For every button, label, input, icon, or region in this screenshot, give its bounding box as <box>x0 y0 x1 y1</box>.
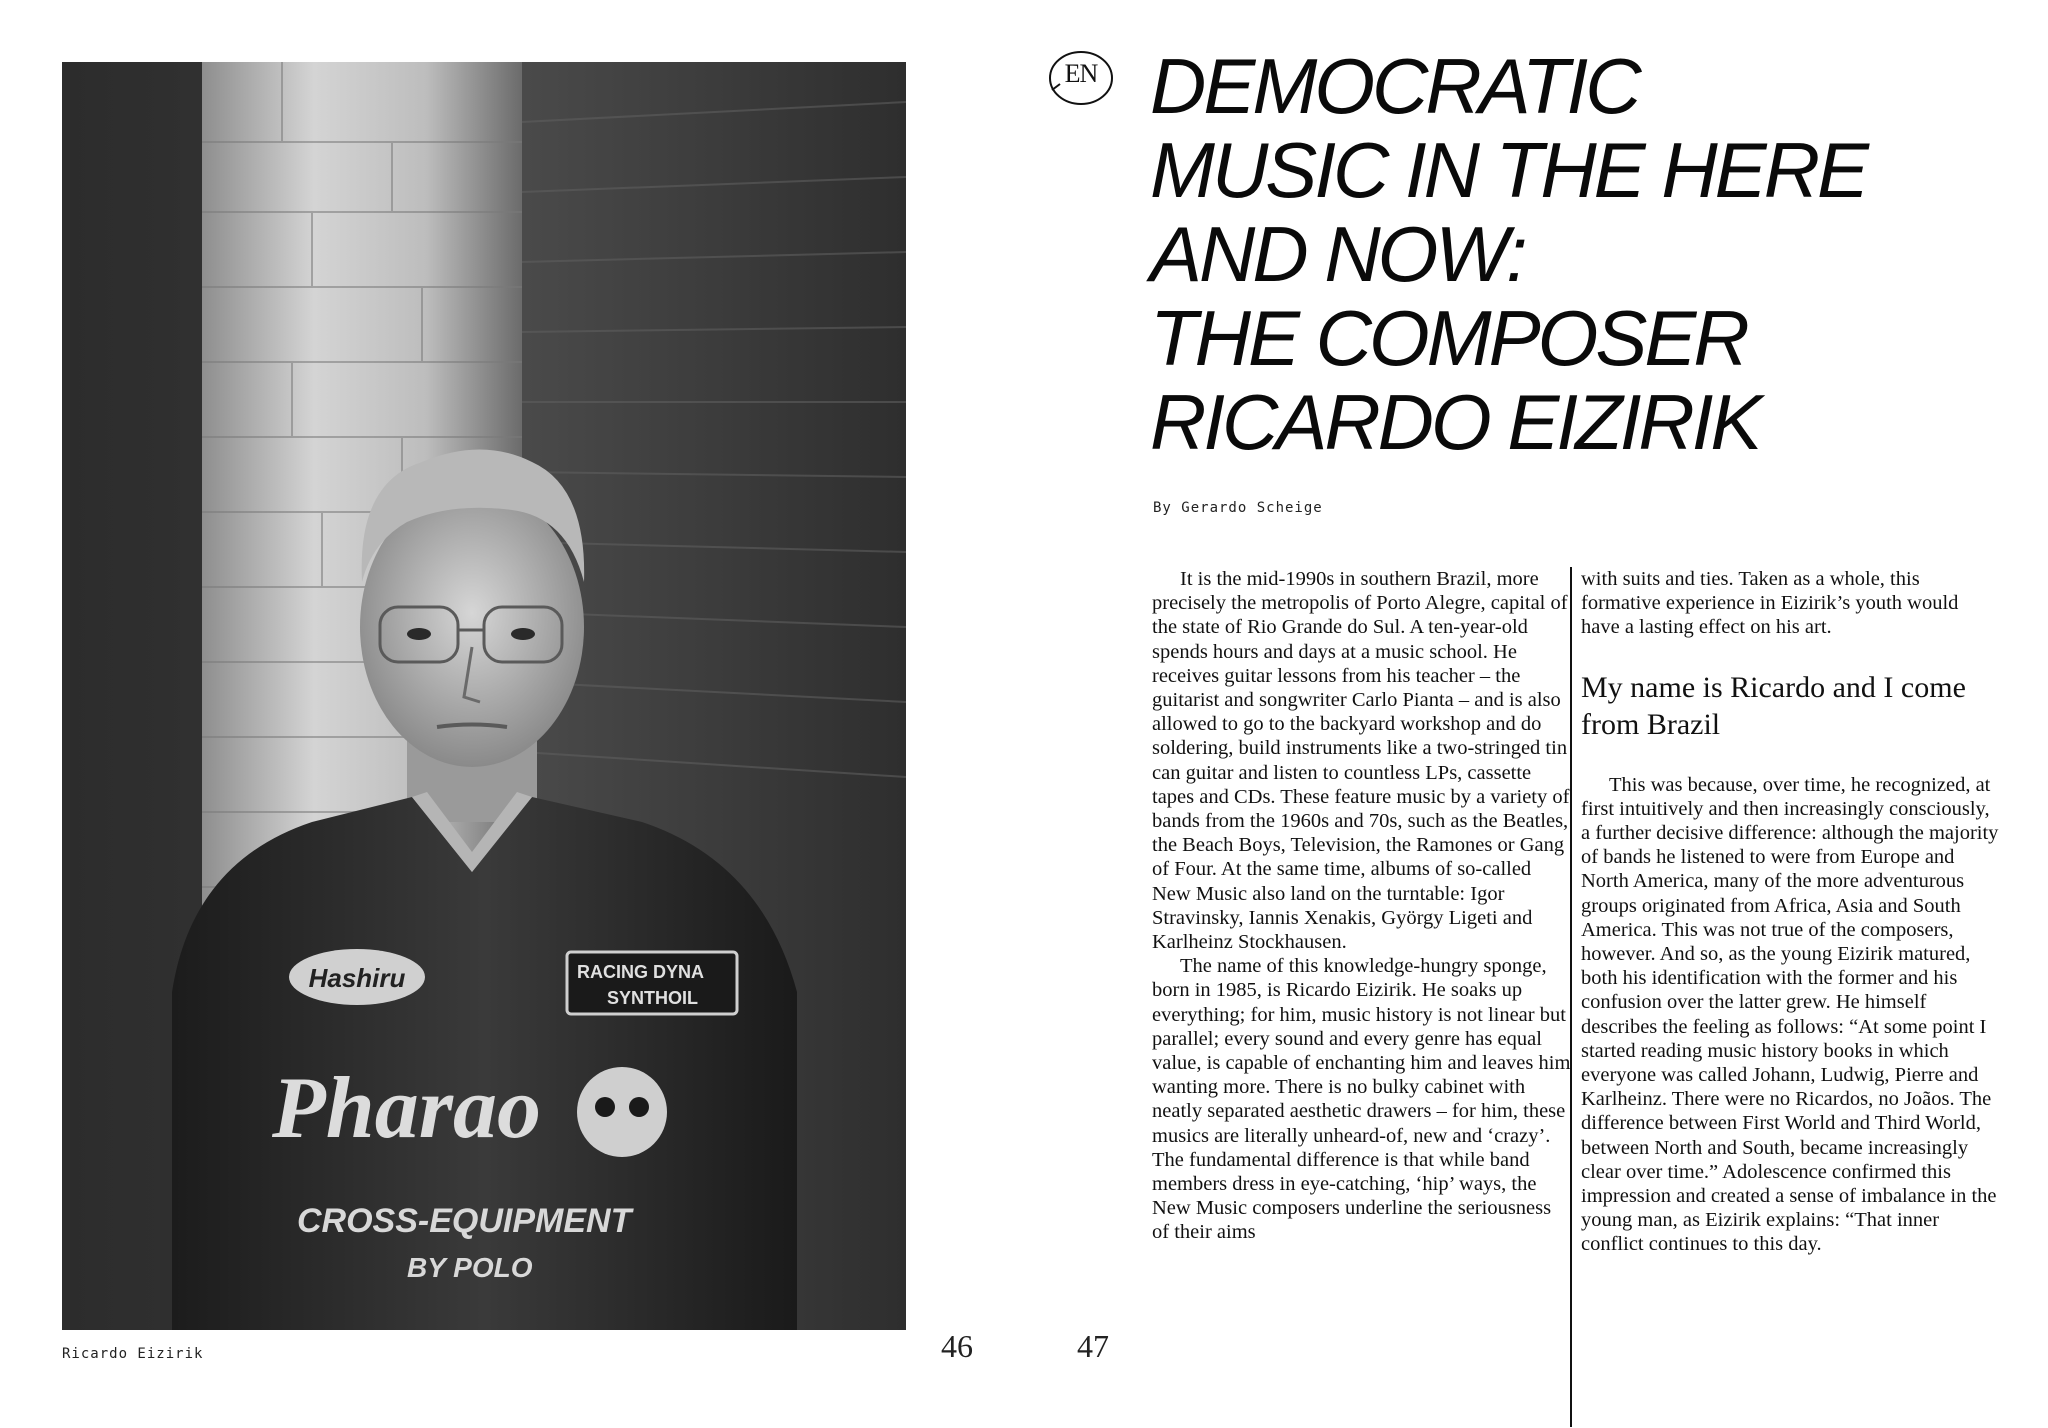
jersey-logo-polo: BY POLO <box>407 1252 533 1283</box>
article-column-2 <box>1581 567 2001 1257</box>
headline-line: THE COMPOSER <box>1150 294 1747 382</box>
article-headline <box>1150 44 2030 464</box>
paragraph: with suits and ties. Taken as a whole, this formative experience in Eizirik’s youth would have a lasting effect on his art. <box>1581 568 1959 639</box>
portrait-illustration <box>62 62 906 1330</box>
jersey-logo-racing: RACING DYNA <box>577 962 705 982</box>
headline-line: RICARDO EIZIRIK <box>1150 378 1760 466</box>
headline-line: DEMOCRATIC <box>1150 42 1639 130</box>
paragraph: The name of this knowledge-hungry sponge, born in 1985, is Ricardo Eizirik. He soaks up everything; for him, music history is not linear but parallel; every sound and every genre has equal value, is capable of enchanting him and leaves him wanting more. There is no bulky cabinet with neatly separated aesthetic drawers – for him, these musics are literally unheard-of, new and ‘crazy’. The fundamental difference is that while band members dress in eye-catching, ‘hip’ ways, the New Music composers underline the seriousness of their aims <box>1152 955 1571 1244</box>
column-divider <box>1570 567 1572 1427</box>
jersey-logo-hashiru: Hashiru <box>308 963 406 993</box>
article-column-1 <box>1152 567 1572 1245</box>
article-subhead: My name is Ricardo and I come from Brazil <box>1581 670 1966 741</box>
paragraph: This was because, over time, he recognized, at first intuitively and then increasingly consciously, a further decisive difference: although the majority of bands he listened to were from Europe and North America, many of the more adventurous groups originated from Africa, Asia and South America. This was not true of the composers, however. And so, as the young Eizirik matured, both his identification with the former and his confusion over the latter grew. He himself describes the feeling as follows: “At some point I started reading music history books in which everyone was called Johann, Ludwig, Pierre and Karlheinz. There were no Ricardos, no Joãos. The difference between First World and Third World, between North and South, became increasingly clear over time.” Adolescence confirmed this impression and created a sense of imbalance in the young man, as Eizirik explains: “That inner conflict continues to this day. <box>1581 773 1999 1256</box>
portrait-photo <box>62 62 906 1330</box>
headline-line: AND NOW: <box>1150 210 1525 298</box>
article-byline: By Gerardo Scheige <box>1153 500 1323 516</box>
jersey-logo-pharao: Pharao <box>272 1060 541 1157</box>
language-badge-label: EN <box>1064 59 1098 88</box>
jersey-logo-synthoil: SYNTHOIL <box>607 988 699 1008</box>
page-number-left: 46 <box>941 1328 973 1364</box>
paragraph: It is the mid-1990s in southern Brazil, more precisely the metropolis of Porto Alegre, capital of the state of Rio Grande do Sul. A ten-year-old spends hours and days at a music school. He receives guitar lessons from his teacher – the guitarist and songwriter Carlo Pianta – and is also allowed to go to the backyard workshop and do soldering, build instruments like a two-stringed tin can guitar and listen to countless LPs, cassette tapes and CDs. These feature music by a variety of bands from the 1960s and 70s, such as the Beatles, the Beach Boys, Television, the Ramones or Gang of Four. At the same time, albums of so-called New Music also land on the turntable: Igor Stravinsky, Iannis Xenakis, György Ligeti and Karlheinz Stockhausen. <box>1152 568 1570 954</box>
jersey-logo-cross: CROSS-EQUIPMENT <box>297 1202 632 1240</box>
page-number-right: 47 <box>1077 1328 1109 1364</box>
headline-line: MUSIC IN THE HERE <box>1150 126 1867 214</box>
photo-caption: Ricardo Eizirik <box>62 1346 204 1362</box>
